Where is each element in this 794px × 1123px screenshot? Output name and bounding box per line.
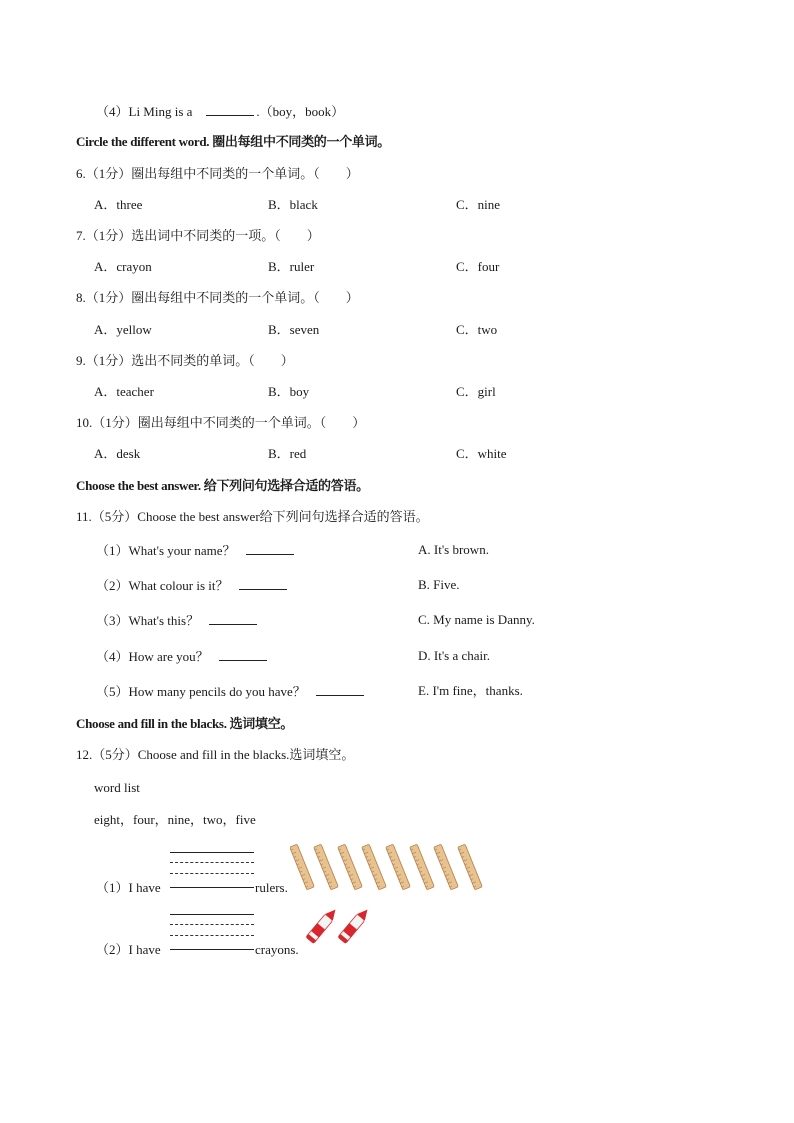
question-10-option-a[interactable]: A．desk bbox=[94, 446, 141, 461]
q11-item-4-text: （4）How are you？ bbox=[96, 649, 209, 664]
ruler-icon bbox=[362, 844, 387, 890]
question-8-option-b[interactable]: B．seven bbox=[268, 322, 320, 337]
question-9-option-a[interactable]: A．teacher bbox=[94, 384, 154, 399]
question-10-stem: 10.（1分）圈出每组中不同类的一个单词。（ ） bbox=[76, 415, 366, 430]
question-9-option-b[interactable]: B．boy bbox=[268, 384, 310, 399]
section-heading-fill: Choose and fill in the blacks. 选词填空。 bbox=[76, 716, 294, 731]
q11-item-2-text: （2）What colour is it？ bbox=[96, 578, 229, 593]
q11-answer-a: A. It's brown. bbox=[418, 542, 489, 557]
q11-answer-e: E. I'm fine，thanks. bbox=[418, 683, 523, 698]
question-8-option-a[interactable]: A．yellow bbox=[94, 322, 152, 337]
question-6-option-c[interactable]: C．nine bbox=[456, 197, 501, 212]
q11-item-1-text: （1）What's your name？ bbox=[96, 543, 236, 558]
question-7-option-a[interactable]: A．crayon bbox=[94, 259, 152, 274]
fill-item-2-suffix: crayons. bbox=[255, 942, 299, 957]
question-9-option-c[interactable]: C．girl bbox=[456, 384, 496, 399]
q11-item-2 bbox=[96, 577, 287, 594]
crayon-icon bbox=[338, 906, 371, 943]
ruler-icon bbox=[386, 844, 411, 890]
question-8-option-c[interactable]: C．two bbox=[456, 322, 498, 337]
question-6-stem: 6.（1分）圈出每组中不同类的一个单词。（ ） bbox=[76, 166, 359, 181]
q11-item-3-text: （3）What's this？ bbox=[96, 613, 200, 628]
fill-item-1-suffix: rulers. bbox=[255, 880, 288, 895]
answer-blank[interactable] bbox=[239, 577, 287, 590]
q11-item-5 bbox=[96, 683, 364, 700]
ruler-icon bbox=[458, 844, 483, 890]
word-list-label: word list bbox=[94, 780, 140, 795]
question-10-option-b[interactable]: B．red bbox=[268, 446, 307, 461]
section-heading-circle: Circle the different word. 圈出每组中不同类的一个单词。 bbox=[76, 134, 390, 149]
q11-answer-b: B. Five. bbox=[418, 577, 460, 592]
ruler-icon bbox=[410, 844, 435, 890]
q11-item-3 bbox=[96, 612, 257, 629]
q11-item-5-text: （5）How many pencils do you have？ bbox=[96, 684, 306, 699]
q11-answer-d: D. It's a chair. bbox=[418, 648, 491, 663]
question-6-option-a[interactable]: A．three bbox=[94, 197, 143, 212]
question-6-option-b[interactable]: B．black bbox=[268, 197, 318, 212]
question-11-stem: 11.（5分）Choose the best answer给下列问句选择合适的答语。 bbox=[76, 509, 429, 524]
answer-blank[interactable] bbox=[219, 648, 267, 661]
answer-blank[interactable] bbox=[246, 542, 294, 555]
ruler-icon bbox=[434, 844, 459, 890]
ruler-icon bbox=[290, 844, 314, 890]
crayons-picture bbox=[302, 903, 382, 953]
prev-item-4-prefix: （4）Li Ming is a bbox=[96, 104, 193, 119]
prev-item-4 bbox=[96, 103, 344, 120]
writing-grid-2[interactable] bbox=[170, 914, 254, 954]
section-heading-choose: Choose the best answer. 给下列问句选择合适的答语。 bbox=[76, 478, 369, 493]
prev-item-4-suffix: .（boy，book） bbox=[256, 104, 345, 119]
ruler-icon bbox=[338, 844, 363, 890]
question-12-stem: 12.（5分）Choose and fill in the blacks.选词填空。 bbox=[76, 747, 355, 762]
question-7-option-c[interactable]: C．four bbox=[456, 259, 500, 274]
question-7-option-b[interactable]: B．ruler bbox=[268, 259, 315, 274]
question-9-stem: 9.（1分）选出不同类的单词。（ ） bbox=[76, 353, 294, 368]
crayon-icon bbox=[306, 906, 339, 943]
question-10-option-c[interactable]: C．white bbox=[456, 446, 507, 461]
word-list: eight，four，nine，two，five bbox=[94, 812, 256, 827]
answer-blank[interactable] bbox=[316, 683, 364, 696]
fill-item-1-prefix: （1）I have bbox=[96, 880, 161, 895]
q11-answer-c: C. My name is Danny. bbox=[418, 612, 535, 627]
answer-blank[interactable] bbox=[209, 612, 257, 625]
fill-item-2-prefix: （2）I have bbox=[96, 942, 161, 957]
answer-blank[interactable] bbox=[206, 103, 254, 116]
writing-grid-1[interactable] bbox=[170, 852, 254, 892]
question-8-stem: 8.（1分）圈出每组中不同类的一个单词。（ ） bbox=[76, 290, 359, 305]
ruler-icon bbox=[314, 844, 339, 890]
q11-item-4 bbox=[96, 648, 267, 665]
q11-item-1 bbox=[96, 542, 294, 559]
question-7-stem: 7.（1分）选出词中不同类的一项。（ ） bbox=[76, 228, 320, 243]
rulers-picture bbox=[290, 842, 490, 894]
